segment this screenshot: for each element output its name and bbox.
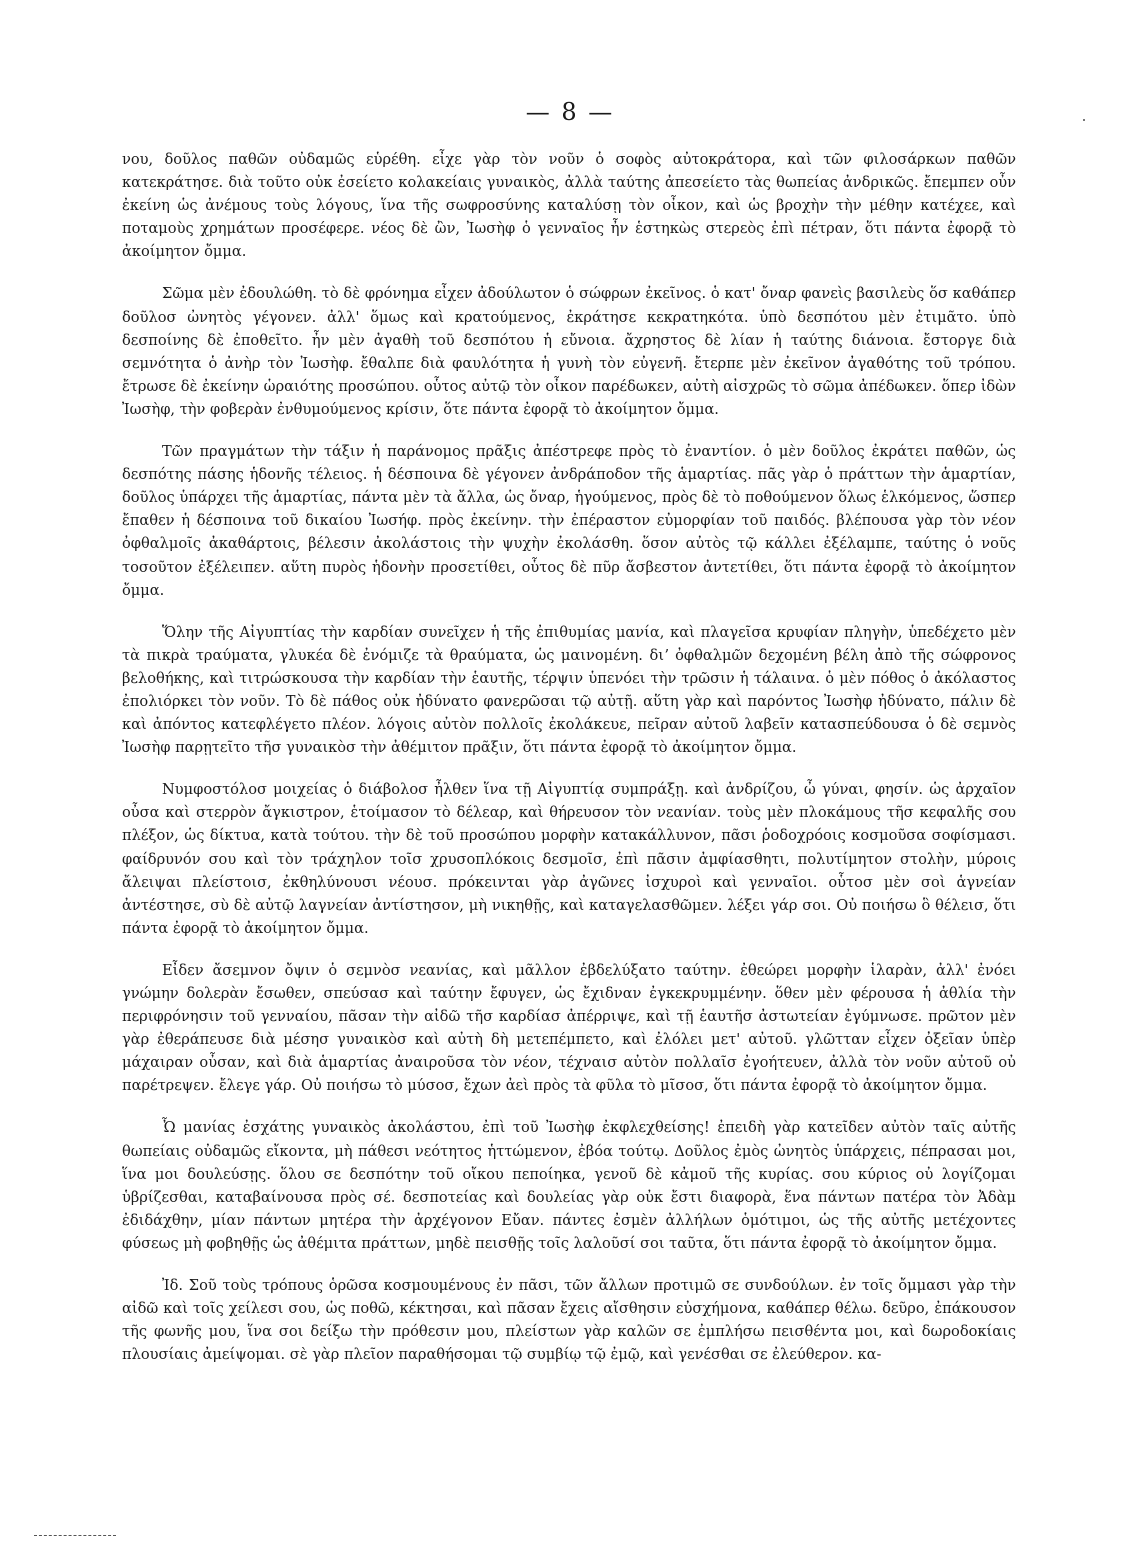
paragraph-1-text: νου, δοῦλος παθῶν οὐδαμῶς εὑρέθη. εἶχε γὰρ τὸν νοῦν ὁ σοφὸς αὐτοκράτορα, καὶ τῶν φιλοσάρκων παθῶν κατεκράτησε. διὰ τοῦτο οὐκ ἐσείετο κολακείαις γυναικὸς, ἀλλὰ ταύτης ἀπεσείετο τὰς θωπείας ἀνδρικῶς. ἔπεμπεν οὖν ἐκείνη ὡς ἀνέμους τοὺς λόγους, ἵνα τῆς σωφροσύνης καταλύσῃ τὸν οἶκον, καὶ ὡς βροχὴν τὴν μέθην κατέχεε, καὶ ποταμοὺς χρημάτων προσέφερε. νέος δὲ ὢν, Ἰωσὴφ ὁ γενναῖος ἦν ἑστηκὼς στερεὸς ἐπὶ πέτραν, ὅτι πάντα ἐφορᾷ τὸ ἀκοίμητον ὄμμα. — [122, 151, 1016, 261]
paragraph-5 — [122, 778, 1016, 940]
print-speck — [1083, 119, 1085, 121]
paragraph-7-text: Ὦ μανίας ἐσχάτης γυναικὸς ἀκολάστου, ἐπὶ τοῦ Ἰωσὴφ ἐκφλεχθείσης! ἐπειδὴ γὰρ κατεῖδεν αὐτὸν ταῖς αὐτῆς θωπείαις οὐδαμῶς εἴκοντα, μὴ πάθεσι νεότητος ἡττώμενον, ἐβόα τούτῳ. Δοῦλος ἐμὸς ὠνητὸς ὑπάρχεις, πέπρασαι μοι, ἵνα μοι δουλεύσῃς. ὅλου σε δεσπότην τοῦ οἴκου πεποίηκα, γενοῦ δὲ κἀμοῦ τῆς κυρίας. σου κύριος οὐ λογίζομαι ὑβρίζεσθαι, καταβαίνουσα πρὸς σέ. δεσποτείας καὶ δουλείας γὰρ οὐκ ἔστι διαφορὰ, ἕνα πάντων πατέρα τὸν Ἀδὰμ ἐδιδάχθην, μίαν πάντων μητέρα τὴν ἀρχέγονον Εὔαν. πάντες ἐσμὲν ἀλλήλων ὁμότιμοι, ὡς τῆς αὐτῆς μετέχοντες φύσεως μὴ φοβηθῇς ὡς ἀθέμιτα πράττων, μηδὲ πεισθῇς τοῖς λαλοῦσί σοι ταῦτα, ὅτι πάντα ἐφορᾷ τὸ ἀκοίμητον ὄμμα. — [122, 1119, 1016, 1252]
paragraph-6 — [122, 959, 1016, 1098]
body-text — [122, 148, 1016, 1385]
footer-rule — [34, 1535, 116, 1536]
paragraph-1 — [122, 148, 1016, 263]
paragraph-3 — [122, 440, 1016, 602]
paragraph-2 — [122, 282, 1016, 421]
paragraph-3-text: Τῶν πραγμάτων τὴν τάξιν ἡ παράνομος πρᾶξις ἀπέστρεφε πρὸς τὸ ἐναντίον. ὁ μὲν δοῦλος ἐκράτει παθῶν, ὡς δεσπότης πάσης ἡδονῆς τέλειος. ἡ δέσποινα δὲ γέγονεν ἀνδράποδον τῆς ἁμαρτίας. πᾶς γὰρ ὁ πράττων τὴν ἁμαρτίαν, δοῦλος ὑπάρχει τῆς ἁμαρτίας, πάντα μὲν τὰ ἄλλα, ὡς ὄναρ, ἡγούμενος, πρὸς δὲ τὸ ποθούμενον ὅλως ἑλκόμενος, ὥσπερ ἔπαθεν ἡ δέσποινα τοῦ δικαίου Ἰωσήφ. πρὸς ἐκείνην. τὴν ἐπέραστον εὐμορφίαν τοῦ παιδός. βλέπουσα γὰρ τὸν νέον ὀφθαλμοῖς ἀκαθάρτοις, βέλεσιν ἀκολάστοις τὴν ψυχὴν ἐκολάσθη. ὅσον αὐτὸς τῷ κάλλει ἐξέλαμπε, ταύτης ὁ νοῦς τοσοῦτον ἐξέλειπεν. αὕτη πυρὸς ἡδονὴν προσετίθει, οὗτος δὲ πῦρ ἄσβεστον ἀντετίθει, ὅτι πάντα ἐφορᾷ τὸ ἀκοίμητον ὄμμα. — [122, 443, 1016, 599]
paragraph-4-text: Ὅλην τῆς Αἰγυπτίας τὴν καρδίαν συνεῖχεν ἡ τῆς ἐπιθυμίας μανία, καὶ πλαγεῖσα κρυφίαν πληγὴν, ὑπεδέχετο μὲν τὰ πικρὰ τραύματα, γλυκέα δὲ ἐνόμιζε τὰ θραύματα, ὡς μαινομένη. διʼ ὀφθαλμῶν δεχομένη βέλη ἀπὸ τῆς σώφρονος βελοθήκης, καὶ τιτρώσκουσα τὴν καρδίαν τὴν ἑαυτῆς, τέρψιν ὑπενόει τὴν τρῶσιν ἡ τάλαινα. ὁ μὲν πόθος ὁ ἀκόλαστος ἐπολιόρκει τὸν νοῦν. Τὸ δὲ πάθος οὐκ ἠδύνατο φανερῶσαι τῷ αὐτῇ. αὕτη γὰρ καὶ παρόντος Ἰωσὴφ ἠδύνατο, πάλιν δὲ καὶ ἀπόντος κατεφλέγετο πλέον. λόγοις αὐτὸν πολλοῖς ἐκολάκευε, πεῖραν αὐτοῦ λαβεῖν κατασπεύδουσα ὁ δὲ σεμνὸς Ἰωσὴφ παρῃτεῖτο τῆσ γυναικὸσ τὴν ἀθέμιτον πρᾶξιν, ὅτι πάντα ἐφορᾷ τὸ ἀκοίμητον ὄμμα. — [122, 623, 1016, 757]
paragraph-7 — [122, 1116, 1016, 1255]
paragraph-5-text: Νυμφοστόλοσ μοιχείας ὁ διάβολοσ ἦλθεν ἵνα τῇ Αἰγυπτίᾳ συμπράξῃ. καὶ ἀνδρίζου, ὦ γύναι, φησίν. ὡς ἀρχαῖον οὖσα καὶ στερρὸν ἄγκιστρον, ἑτοίμασον τὸ δέλεαρ, καὶ θήρευσον τὸν νεανίαν. τοὺς μὲν πλοκάμους τῆσ κεφαλῆς σου πλέξον, ὡς δίκτυα, κατὰ τούτου. τὴν δὲ τοῦ προσώπου μορφὴν κατακάλλυνον, πᾶσι ῥοδοχρόοις κοσμοῦσα σοφίσμασι. φαίδρυνόν σου καὶ τὸν τράχηλον τοῖσ χρυσοπλόκοις δεσμοῖσ, ἐπὶ πᾶσιν ἀμφίασθητι, πολυτίμητον στολὴν, μύροις ἄλειψαι πλείστοισ, ἐκθηλύνουσι νέουσ. πρόκεινται γὰρ ἀγῶνες ἰσχυροὶ καὶ γενναῖοι. οὗτοσ μὲν σοὶ ἁγνείαν ἀντέστησε, σὺ δὲ αὐτῷ λαγνείαν ἀντίστησον, μὴ νικηθῇς, καὶ καταγελασθῶμεν. λέξει γάρ σοι. Οὐ ποιήσω ὃ θέλεισ, ὅτι πάντα ἐφορᾷ τὸ ἀκοίμητον ὄμμα. — [122, 781, 1016, 937]
paragraph-8 — [122, 1274, 1016, 1366]
paragraph-4 — [122, 621, 1016, 760]
paragraph-6-text: Εἶδεν ἄσεμνον ὄψιν ὁ σεμνὸσ νεανίας, καὶ μᾶλλον ἐβδελύξατο ταύτην. ἐθεώρει μορφὴν ἱλαρὰν, ἀλλ' ἐνόει γνώμην δολερὰν ἔσωθεν, σπεύσασ καὶ ταύτην ἔφυγεν, ὡς ἔχιδναν ἐγκεκρυμμένην. ὅθεν μὲν φέρουσα ἡ ἀθλία τὴν περιφρόνησιν τοῦ γενναίου, πᾶσαν τὴν αἰδῶ τῆσ καρδίασ ἀπέρριψε, καὶ τῇ ἑαυτῆσ ἀστωτείαν ἐγύμνωσε. πρῶτον μὲν γὰρ ἐθεράπευσε διὰ μέσησ γυναικὸσ καὶ αὐτὴ δὴ μετεπέμπετο, καὶ ἐλόλει μετ' αὐτοῦ. γλῶτταν εἶχεν ὀξεῖαν ὑπὲρ μάχαιραν οὖσαν, καὶ διὰ ἁμαρτίας ἀναιροῦσα τὸν νέον, τέχναισ αὐτὸν πολλαῖσ ἐγοήτευεν, ἀλλὰ τὸν νοῦν αὐτοῦ οὐ παρέτρεψεν. ἔλεγε γάρ. Οὐ ποιήσω τὸ μύσοσ, ἔχων ἀεὶ πρὸς τὰ φῦλα τὸ μῖσοσ, ὅτι πάντα ἐφορᾷ τὸ ἀκοίμητον ὄμμα. — [122, 961, 1016, 1095]
page-number: — 8 — — [525, 98, 615, 126]
paragraph-2-text: Σῶμα μὲν ἐδουλώθη. τὸ δὲ φρόνημα εἶχεν ἀδούλωτον ὁ σώφρων ἐκεῖνος. ὁ κατ' ὄναρ φανεὶς βασιλεὺς ὅσ καθάπερ δοῦλοσ ὠνητὸς γέγονεν. ἀλλ' ὅμως καὶ κρατούμενος, ἐκράτησε κεκρατηκότα. ὑπὸ δεσπότου μὲν ἐτιμᾶτο. ὑπὸ δεσποίνης δὲ ἐποθεῖτο. ἦν μὲν ἀγαθὴ τοῦ δεσπότου ἡ εὔνοια. ἄχρηστος δὲ λίαν ἡ ταύτης διάνοια. ἔστοργε διὰ σεμνότητα ὁ ἀνὴρ τὸν Ἰωσὴφ. ἔθαλπε διὰ φαυλότητα ἡ γυνὴ τὸν εὐγενῆ. ἔτερπε μὲν ἐκεῖνον ἀγαθότης τοῦ τρόπου. ἔτρωσε δὲ ἐκείνην ὡραιότης προσώπου. οὗτος αὐτῷ τὸν οἶκον παρέδωκεν, αὐτὴ αἰσχρῶς τὸ σῶμα ἀπέδωκεν. ὅπερ ἰδὼν Ἰωσὴφ, τὴν φοβερὰν ἐνθυμούμενος κρίσιν, ὅτε πάντα ἐφορᾷ τὸ ἀκοίμητον ὄμμα. — [122, 285, 1016, 418]
paragraph-8-text: Ἰδ. Σοῦ τοὺς τρόπους ὁρῶσα κοσμουμένους ἐν πᾶσι, τῶν ἄλλων προτιμῶ σε συνδούλων. ἐν τοῖς ὄμμασι γὰρ τὴν αἰδῶ καὶ τοῖς χείλεσι σου, ὡς ποθῶ, κέκτησαι, καὶ πᾶσαν ἔχεις αἴσθησιν εὐσχήμονα, καθάπερ θέλω. δεῦρο, ἐπάκουσον τῆς φωνῆς μου, ἵνα σοι δείξω τὴν πρόθεσιν μου, πλείστων γὰρ καλῶν σε ἐμπλήσω πεισθέντα μοι, καὶ δωροδοκίαις πλουσίαις ἀμείψομαι. σὲ γὰρ πλεῖον παραθήσομαι τῷ συμβίῳ τῷ ἐμῷ, καὶ γενέσθαι σε ἐλεύθερον. κα- — [122, 1277, 1016, 1364]
